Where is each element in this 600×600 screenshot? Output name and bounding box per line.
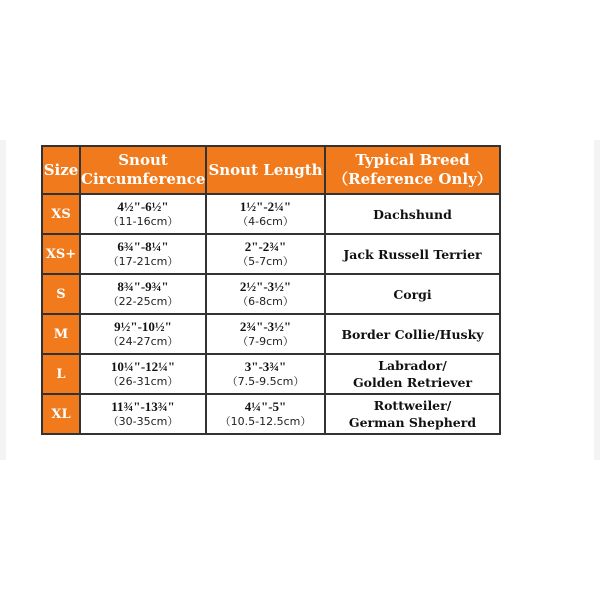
- circumference-cm: （30-35cm）: [107, 415, 179, 428]
- length-inches: 2½"-3½": [239, 279, 292, 294]
- breed-cell: [325, 354, 500, 394]
- circumference-cell: [80, 274, 206, 314]
- table-row: [42, 354, 500, 394]
- breed-cell: [325, 234, 500, 274]
- circumference-inches: 6¾"-8¼": [117, 239, 169, 254]
- circumference-cm: （11-16cm）: [107, 215, 179, 228]
- circumference-cm: （17-21cm）: [107, 255, 179, 268]
- length-cell: [206, 354, 325, 394]
- length-inches: 2¾"-3½": [239, 319, 292, 334]
- circumference-cell: [80, 234, 206, 274]
- length-cell: [206, 234, 325, 274]
- header-breed-line1: Typical Breed: [355, 151, 470, 169]
- breed-name: Corgi: [393, 286, 432, 302]
- circumference-cell: [80, 194, 206, 234]
- header-snout-circumference: [80, 146, 206, 194]
- length-inches: 3"-3¾": [244, 359, 287, 374]
- header-circumference-line1: Snout: [118, 151, 168, 169]
- circumference-inches: 4½"-6½": [117, 199, 169, 214]
- right-edge-strip: [594, 140, 600, 460]
- table-row: [42, 234, 500, 274]
- length-cell: [206, 394, 325, 434]
- breed-cell: [325, 394, 500, 434]
- size-cell: S: [42, 274, 80, 314]
- circumference-inches: 9½"-10½": [114, 319, 172, 334]
- breed-name: Border Collie/Husky: [341, 326, 484, 342]
- table-row: [42, 274, 500, 314]
- length-cm: （6-8cm）: [237, 295, 294, 308]
- circumference-inches: 8¾"-9¾": [117, 279, 169, 294]
- size-cell: XS+: [42, 234, 80, 274]
- circumference-cm: （24-27cm）: [107, 335, 179, 348]
- size-cell: M: [42, 314, 80, 354]
- header-snout-length: [206, 146, 325, 194]
- header-size-label: Size: [43, 160, 79, 179]
- header-typical-breed: [325, 146, 500, 194]
- breed-name: Dachshund: [373, 206, 452, 222]
- circumference-cm: （22-25cm）: [107, 295, 179, 308]
- circumference-cell: [80, 314, 206, 354]
- header-breed-line2: （Reference Only）: [333, 170, 492, 188]
- breed-cell: [325, 314, 500, 354]
- circumference-cell: [80, 354, 206, 394]
- length-cm: （4-6cm）: [237, 215, 294, 228]
- length-cell: [206, 314, 325, 354]
- circumference-inches: 10¼"-12¼": [110, 359, 176, 374]
- length-inches: 2"-2¾": [244, 239, 287, 254]
- circumference-inches: 11¾"-13¾": [111, 399, 175, 414]
- length-cm: （10.5-12.5cm）: [219, 415, 312, 428]
- size-chart-table: [41, 145, 501, 435]
- header-row: [42, 146, 500, 194]
- header-size: [42, 146, 80, 194]
- table-row: [42, 314, 500, 354]
- length-cm: （7.5-9.5cm）: [226, 375, 305, 388]
- size-cell: XS: [42, 194, 80, 234]
- circumference-cell: [80, 394, 206, 434]
- size-cell: L: [42, 354, 80, 394]
- length-cell: [206, 274, 325, 314]
- breed-cell: [325, 274, 500, 314]
- breed-name: Jack Russell Terrier: [343, 246, 482, 262]
- left-edge-strip: [0, 140, 6, 460]
- header-circumference-line2: Circumference: [81, 170, 206, 188]
- header-length-label: Snout Length: [208, 160, 323, 179]
- length-inches: 1½"-2¼": [239, 199, 292, 214]
- size-cell: XL: [42, 394, 80, 434]
- breed-name-line2: German Shepherd: [348, 415, 477, 430]
- breed-name-line1: Labrador/: [378, 358, 447, 373]
- length-cell: [206, 194, 325, 234]
- table-row: [42, 194, 500, 234]
- circumference-cm: （26-31cm）: [107, 375, 179, 388]
- length-inches: 4¼"-5": [244, 399, 287, 414]
- table-row: [42, 394, 500, 434]
- breed-cell: [325, 194, 500, 234]
- length-cm: （5-7cm）: [237, 255, 294, 268]
- length-cm: （7-9cm）: [237, 335, 294, 348]
- breed-name-line1: Rottweiler/: [373, 398, 452, 413]
- breed-name-line2: Golden Retriever: [352, 375, 473, 390]
